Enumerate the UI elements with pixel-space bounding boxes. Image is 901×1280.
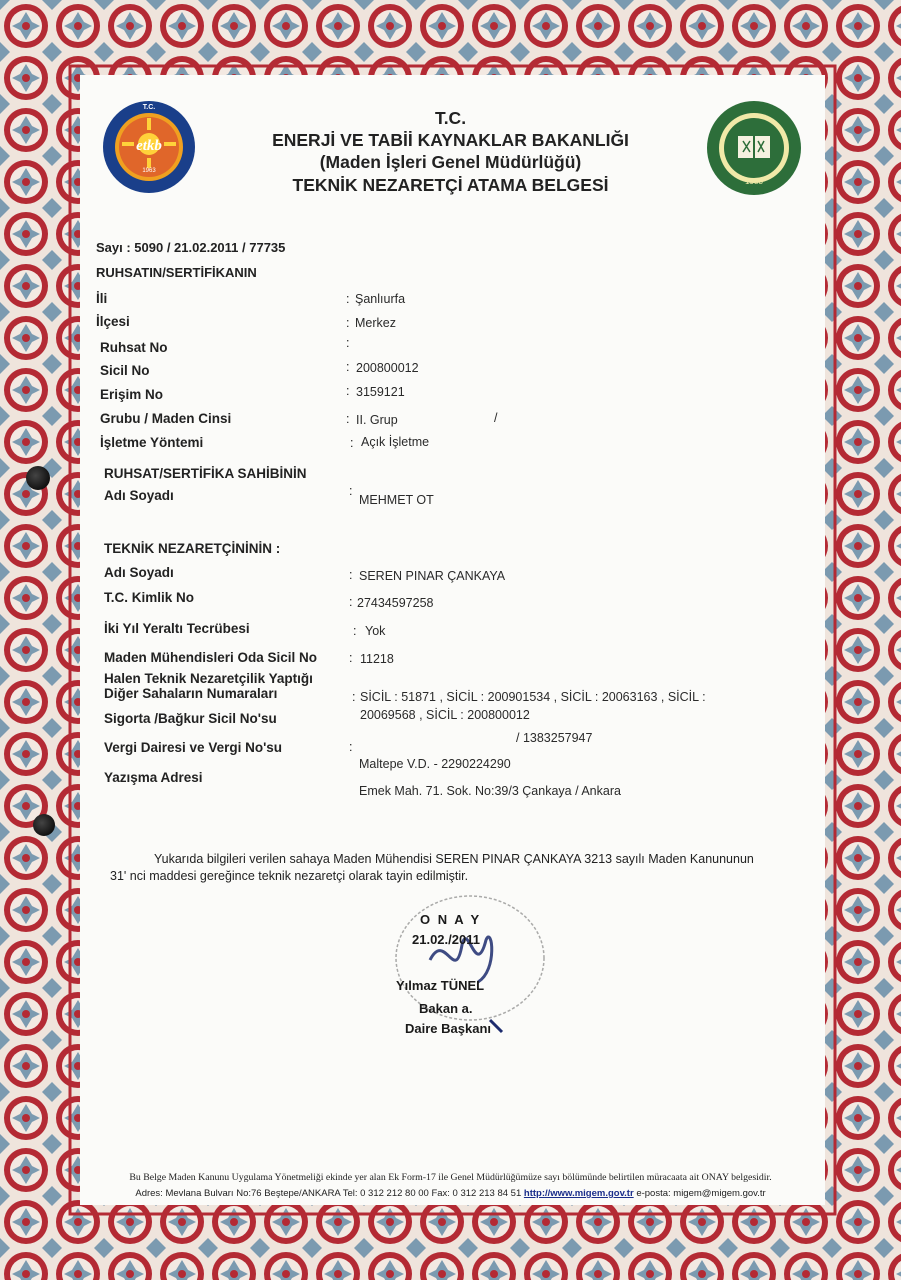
field-label-sahip-adi: Adı Soyadı	[104, 488, 174, 503]
field-label-il: İli	[96, 291, 108, 306]
document-number: Sayı : 5090 / 21.02.2011 / 77735	[96, 240, 286, 255]
punch-hole	[33, 814, 55, 836]
header-department: (Maden İşleri Genel Müdürlüğü)	[319, 152, 582, 172]
stamp-date: 21.02./2011	[412, 932, 480, 947]
stamp-onay: O N A Y	[420, 912, 482, 927]
field-label-halen-1: Halen Teknik Nezaretçilik Yaptığı	[104, 671, 313, 686]
footer-contact	[0, 1188, 901, 1199]
field-value-erisim-no: 3159121	[356, 385, 405, 399]
signatory-name: Yılmaz TÜNEL	[396, 978, 485, 993]
section-sahip-title: RUHSAT/SERTİFİKA SAHİBİNİN	[104, 466, 307, 481]
seal-right-year: 1983	[745, 177, 763, 186]
field-value-adres: Emek Mah. 71. Sok. No:39/3 Çankaya / Ankara	[359, 784, 621, 798]
field-label-sicil-no: Sicil No	[100, 363, 150, 378]
paragraph-line-1: Yukarıda bilgileri verilen sahaya Maden Mühendisi SEREN PINAR ÇANKAYA 3213 sayılı Maden Kanununun	[154, 852, 754, 866]
paragraph-line-2: 31' nci maddesi gereğince teknik nezaretçi olarak tayin edilmiştir.	[110, 869, 469, 883]
field-value-isletme: Açık İşletme	[361, 435, 430, 449]
footer-note: Bu Belge Maden Kanunu Uygulama Yönetmeliği ekinde yer alan Ek Form-17 ile Genel Müdürlüğümüze sayı bölümünde belirtilen müracaata ait ONAY belgesidir.	[129, 1172, 772, 1183]
field-label-halen-2: Diğer Sahaların Numaraları	[104, 686, 278, 701]
field-label-tecrube: İki Yıl Yeraltı Tecrübesi	[104, 621, 250, 636]
field-value-ilce: Merkez	[355, 316, 396, 330]
field-value-sicil-no: 200800012	[356, 361, 419, 375]
seal-left-year: 1963	[142, 168, 156, 174]
field-value-grubu: II. Grup	[356, 413, 398, 427]
field-value-nez-adi: SEREN PINAR ÇANKAYA	[359, 569, 506, 583]
field-label-vergi: Vergi Dairesi ve Vergi No'su	[104, 740, 283, 755]
field-value-vergi: Maltepe V.D. - 2290224290	[359, 757, 511, 771]
field-value-sigorta: / 1383257947	[516, 731, 593, 745]
field-value-maden-cinsi: /	[494, 411, 498, 425]
field-label-isletme: İşletme Yöntemi	[100, 435, 204, 450]
field-label-kimlik: T.C. Kimlik No	[104, 590, 195, 605]
field-label-adres: Yazışma Adresi	[104, 770, 203, 785]
field-label-ruhsat-no: Ruhsat No	[100, 340, 168, 355]
field-value-tecrube: Yok	[365, 624, 386, 638]
field-label-grubu: Grubu / Maden Cinsi	[100, 411, 232, 426]
field-value-il: Şanlıurfa	[355, 292, 406, 306]
field-value-oda-sicil: 11218	[360, 652, 394, 666]
field-value-sahip-adi: MEHMET OT	[359, 493, 434, 507]
field-label-sigorta: Sigorta /Bağkur Sicil No'su	[104, 711, 277, 726]
seal-left-top: T.C.	[142, 104, 156, 111]
field-label-ilce: İlçesi	[96, 314, 130, 329]
signatory-title-2: Daire Başkanı	[405, 1021, 491, 1036]
page-title: TEKNİK NEZARETÇİ ATAMA BELGESİ	[292, 175, 609, 195]
field-label-oda-sicil: Maden Mühendisleri Oda Sicil No	[104, 650, 318, 665]
footer-website-link[interactable]: http://www.migem.gov.tr	[523, 1188, 634, 1199]
footer-email: e-posta: migem@migem.gov.tr	[636, 1188, 766, 1199]
field-label-nez-adi: Adı Soyadı	[104, 565, 174, 580]
field-value-halen-2: 20069568 , SİCİL : 200800012	[360, 708, 530, 722]
field-value-halen-1: SİCİL : 51871 , SİCİL : 200901534 , SİCİL : 20063163 , SİCİL :	[360, 690, 706, 704]
seal-left-center: etkb	[136, 138, 162, 154]
header-tc: T.C.	[434, 108, 467, 128]
signatory-title-1: Bakan a.	[419, 1001, 473, 1016]
field-value-kimlik: 27434597258	[357, 596, 434, 610]
section-nezaretci-title: TEKNİK NEZARETÇİNİNİN :	[104, 541, 281, 556]
header-ministry: ENERJİ VE TABİİ KAYNAKLAR BAKANLIĞI	[272, 130, 629, 150]
punch-hole	[26, 466, 50, 490]
section-ruhsat-title: RUHSATIN/SERTİFİKANIN	[96, 265, 257, 280]
footer-address: Adres: Mevlana Bulvarı No:76 Beştepe/ANKARA Tel: 0 312 212 80 00 Fax: 0 312 213 84 51	[135, 1188, 522, 1199]
field-label-erisim-no: Erişim No	[100, 387, 164, 402]
